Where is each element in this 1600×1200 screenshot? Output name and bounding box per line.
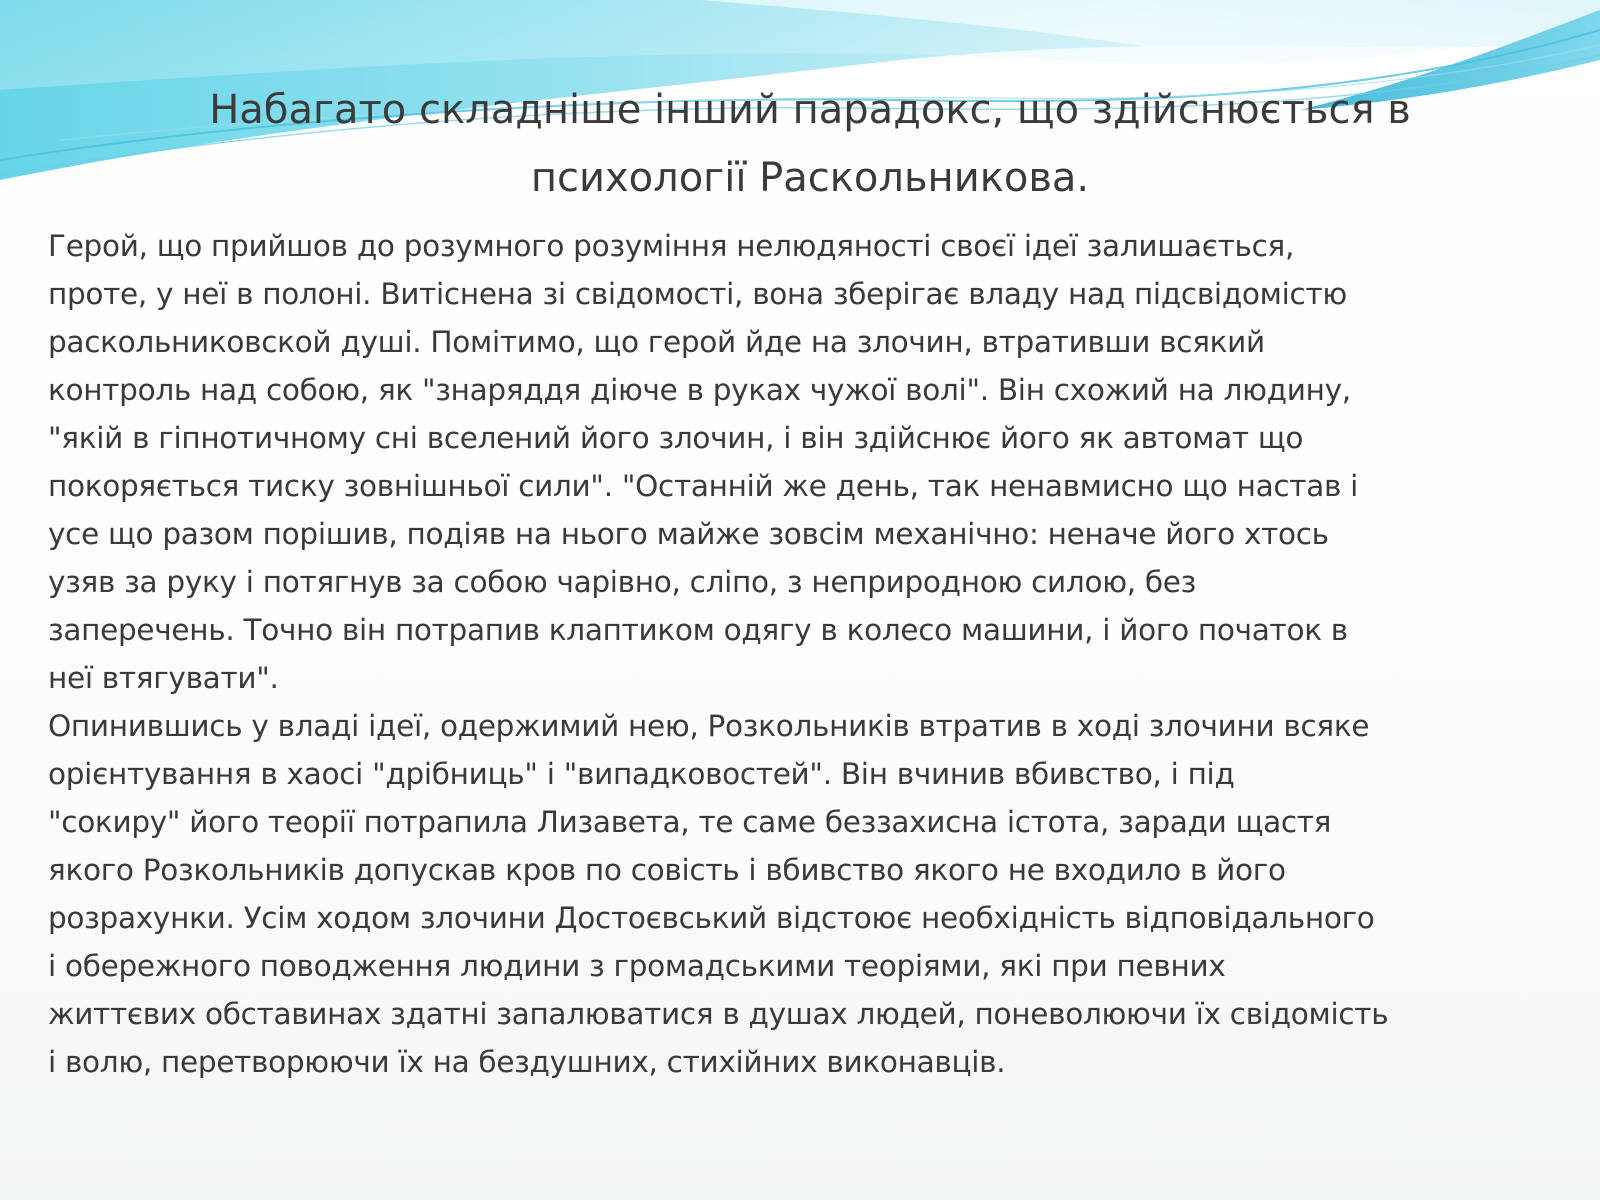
body-paragraph: Опинившись у владі ідеї, одержимий нею, Розкольників втратив в ході злочини всяке орієнтування в хаосі "дрібниць" і "випадковостей". Він вчинив вбивство, і під "сокиру" його теорії потрапила Лизавета, те саме беззахисна істота, заради щастя якого Розкольників допускав кров по совість і вбивство якого не входило в його розрахунки. Усім ходом злочини Достоєвський відстоює необхідність відповідального і обережного поводження людини з громадськими теоріями, які при певних життєвих обставинах здатні запалюватися в душах людей, поневолюючи їх свідомість і волю, перетворюючи їх на бездушних, стихійних виконавців.	[48, 709, 1389, 1079]
body-paragraph: Герой, що прийшов до розумного розуміння нелюдяності своєї ідеї залишається, проте, у неї в полоні. Витіснена зі свідомості, вона зберігає владу над підсвідомістю раскольниковской душі. Помітимо, що герой йде на злочин, втративши всякий контроль над собою, як "знаряддя діюче в руках чужої волі". Він схожий на людину, "якій в гіпнотичному сні вселений його злочин, і він здійснює його як автомат що покоряється тиску зовнішньої сили". "Останній же день, так ненавмисно що настав і усе що разом порішив, подіяв на нього майже зовсім механічно: неначе його хтось узяв за руку і потягнув за собою чарівно, сліпо, з неприродною силою, без заперечень. Точно він потрапив клаптиком одягу в колесо машини, і його початок в неї втягувати".	[48, 229, 1359, 695]
slide-title: Набагато складніше інший парадокс, що здійснюється в психології Раскольникова.	[209, 87, 1411, 201]
slide-body	[48, 222, 1568, 1086]
